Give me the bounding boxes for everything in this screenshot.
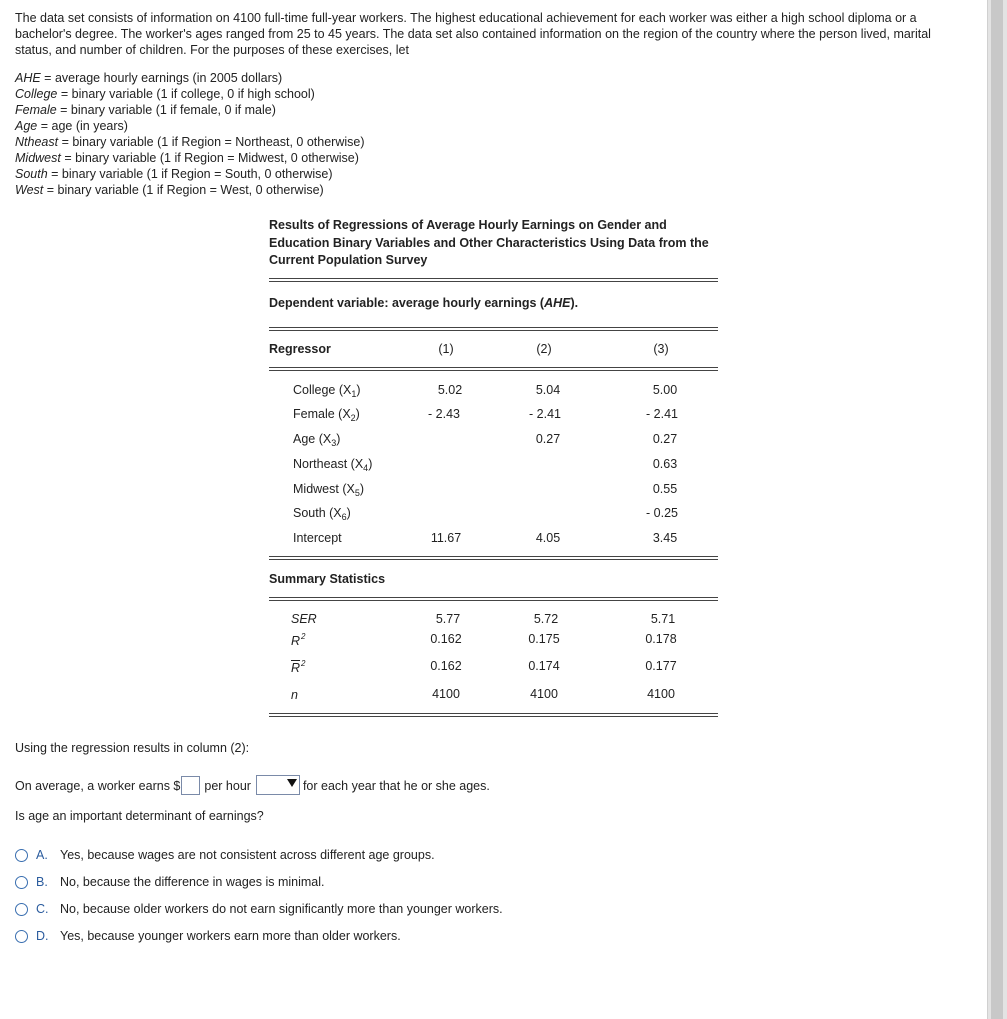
cell-female-3: - 2.41: [646, 407, 678, 421]
option-d[interactable]: D. Yes, because younger workers earn more than older workers.: [15, 929, 401, 943]
table-title: Results of Regressions of Average Hourly Earnings on Gender and Education Binary Variables and Other Characteristics Using Data from the Current Population Survey: [269, 218, 709, 267]
scrollbar-thumb[interactable]: [991, 0, 1003, 1019]
vertical-scrollbar[interactable]: [987, 0, 1007, 1019]
radio-button[interactable]: [15, 849, 28, 862]
column-header-1: (1): [438, 342, 454, 356]
cell-intercept-3: 3.45: [652, 531, 678, 545]
regressor-label-south: South $(X_6)$: [293, 506, 351, 522]
intro-paragraph: The data set consists of information on 4100 full-time full-year workers. The highest educational achievement for each worker was either a high school diploma or a bachelor's degree. The worker's ages ranged from 25 to 45 years. The data set also contained information on the region of the country where the person lived, marital status, and number of children. For the purposes of these exercises, let: [15, 11, 931, 57]
table-rule: [269, 367, 718, 371]
regressor-label-intercept: Intercept: [293, 531, 342, 545]
regressor-label-college: College $(X_1)$: [293, 383, 361, 399]
definition-ntheast: Ntheast = binary variable (1 if Region = Northeast, 0 otherwise): [15, 135, 365, 149]
stat-label-n: n: [291, 688, 298, 702]
cell-r-squared-3: 0.178: [645, 632, 677, 646]
radio-button[interactable]: [15, 903, 28, 916]
regressor-label-age: Age $(X_3)$: [293, 432, 341, 448]
cell-n-2: 4100: [530, 687, 558, 701]
table-rule: [269, 327, 718, 331]
cell-age-3: 0.27: [652, 432, 678, 446]
variable-definitions: [15, 70, 365, 198]
cell-n-3: 4100: [647, 687, 675, 701]
cell-intercept-2: 4.05: [535, 531, 561, 545]
direction-dropdown[interactable]: [256, 775, 300, 795]
stat-label-r-squared: $R^2$: [291, 632, 306, 648]
option-a[interactable]: A. Yes, because wages are not consistent across different age groups.: [15, 848, 435, 862]
definition-midwest: Midwest = binary variable (1 if Region = Midwest, 0 otherwise): [15, 151, 359, 165]
cell-adj-r-squared-3: 0.177: [645, 659, 677, 673]
definition-west: West = binary variable (1 if Region = West, 0 otherwise): [15, 183, 324, 197]
column-header-3: (3): [653, 342, 669, 356]
dependent-variable-label: Dependent variable: average hourly earnings (AHE).: [269, 296, 579, 310]
question-prompt: Is age an important determinant of earnings?: [15, 809, 264, 823]
cell-female-1: - 2.43: [428, 407, 460, 421]
question-lead: Using the regression results in column (2):: [15, 741, 250, 755]
cell-adj-r-squared-2: 0.174: [528, 659, 560, 673]
cell-midwest-3: 0.55: [652, 482, 678, 496]
summary-statistics-header: Summary Statistics: [269, 572, 386, 586]
table-rule: [269, 556, 718, 560]
radio-button[interactable]: [15, 876, 28, 889]
radio-button[interactable]: [15, 930, 28, 943]
definition-age: Age = age (in years): [15, 119, 128, 133]
cell-south-3: - 0.25: [646, 506, 678, 520]
regressor-label-midwest: Midwest $(X_5)$: [293, 482, 365, 498]
option-b[interactable]: B. No, because the difference in wages is minimal.: [15, 875, 325, 889]
definition-ahe: AHE = average hourly earnings (in 2005 dollars): [15, 71, 283, 85]
table-rule: [269, 278, 718, 282]
cell-ser-3: 5.71: [650, 612, 676, 626]
cell-college-3: 5.00: [652, 383, 678, 397]
stat-label-adjusted-r-squared: $\overline{R}^2$: [291, 659, 306, 675]
cell-adj-r-squared-1: 0.162: [430, 659, 462, 673]
cell-n-1: 4100: [432, 687, 460, 701]
stat-label-ser: SER: [291, 612, 317, 626]
question-sentence: On average, a worker earns $ per hour for each year that he or she ages.: [15, 775, 490, 795]
column-header-2: (2): [536, 342, 552, 356]
option-c[interactable]: C. No, because older workers do not earn significantly more than younger workers.: [15, 902, 503, 916]
cell-r-squared-2: 0.175: [528, 632, 560, 646]
table-rule: [269, 713, 718, 717]
cell-age-2: 0.27: [535, 432, 561, 446]
earnings-input[interactable]: [181, 776, 200, 795]
cell-college-2: 5.04: [535, 383, 561, 397]
cell-ser-1: 5.77: [435, 612, 461, 626]
regressor-label-female: Female $(X_2)$: [293, 407, 360, 423]
chevron-down-icon: [287, 779, 297, 787]
regressor-header: Regressor: [269, 342, 331, 356]
regressor-label-northeast: Northeast $(X_4)$: [293, 457, 373, 473]
cell-female-2: - 2.41: [529, 407, 561, 421]
cell-college-1: 5.02: [437, 383, 463, 397]
cell-northeast-3: 0.63: [652, 457, 678, 471]
cell-intercept-1: 11.67: [430, 531, 462, 545]
definition-south: South = binary variable (1 if Region = South, 0 otherwise): [15, 167, 333, 181]
definition-college: College = binary variable (1 if college, 0 if high school): [15, 87, 315, 101]
cell-ser-2: 5.72: [533, 612, 559, 626]
definition-female: Female = binary variable (1 if female, 0 if male): [15, 103, 276, 117]
cell-r-squared-1: 0.162: [430, 632, 462, 646]
table-rule: [269, 597, 718, 601]
